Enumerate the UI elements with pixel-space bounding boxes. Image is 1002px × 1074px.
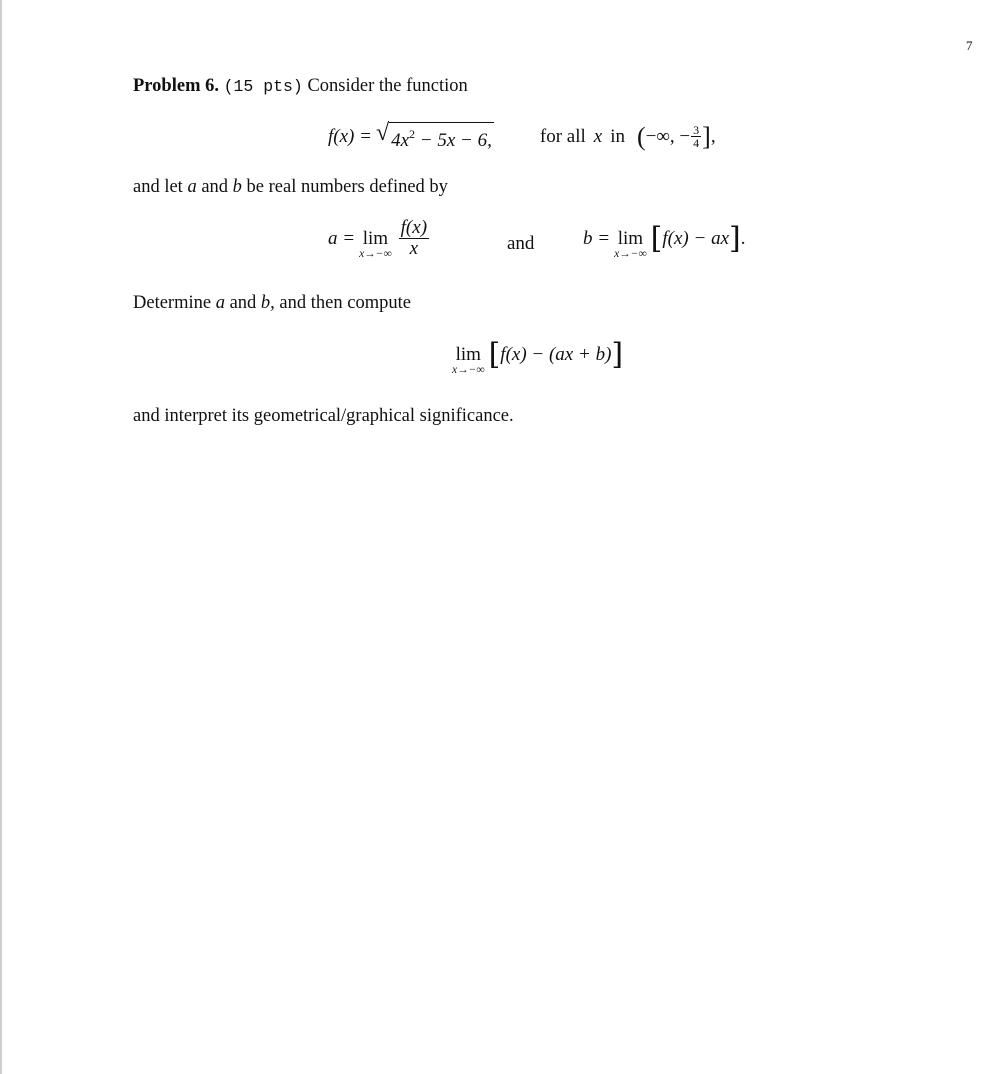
var-a: a bbox=[187, 177, 197, 197]
interval-comma: , bbox=[710, 125, 716, 147]
final-open-bracket: [ bbox=[488, 337, 501, 372]
domain-variable: x bbox=[593, 125, 603, 147]
definition-a bbox=[328, 218, 432, 259]
final-limit bbox=[448, 337, 624, 376]
problem-heading bbox=[133, 76, 468, 97]
text-line-2: and let a and b be real numbers defined by bbox=[133, 177, 448, 197]
function-lhs: f(x) = bbox=[328, 125, 372, 147]
final-body: f(x) − (ax + b) bbox=[500, 344, 612, 365]
function-definition bbox=[328, 122, 716, 151]
limit-b: lim x→−∞ bbox=[614, 228, 647, 260]
square-root bbox=[376, 122, 494, 151]
var-b: b bbox=[232, 177, 242, 197]
text-line-3: Determine a and b, and then compute bbox=[133, 293, 411, 313]
radical-sign-icon: √ bbox=[375, 120, 390, 146]
final-close-bracket: ] bbox=[611, 337, 624, 372]
interval-inner: −∞, − bbox=[645, 125, 691, 147]
b-lhs: b = bbox=[583, 228, 611, 249]
b-body: f(x) − ax bbox=[662, 228, 729, 249]
a-fraction: $\frac{f(x)}{x}$ bbox=[400, 217, 428, 259]
in-text: in bbox=[610, 125, 625, 147]
a-lhs: a = bbox=[328, 227, 356, 249]
for-all-text: for all bbox=[539, 125, 586, 147]
interval-open: ( bbox=[637, 121, 646, 151]
definition-b: b = lim x→−∞ [ f(x) − ax ] . bbox=[583, 221, 746, 260]
b-close-bracket: ] bbox=[729, 221, 741, 256]
problem-points: (15 pts) bbox=[223, 77, 303, 96]
text-line-4: and interpret its geometrical/graphical significance. bbox=[133, 406, 514, 426]
problem-intro: Consider the function bbox=[307, 76, 468, 96]
limit-final: lim x→−∞ bbox=[452, 344, 485, 376]
page-border bbox=[0, 0, 2, 1074]
interval-close: ] bbox=[702, 121, 711, 151]
problem-label: Problem 6. bbox=[133, 76, 219, 96]
limit-a: lim x→−∞ bbox=[359, 227, 392, 260]
interval-fraction: $\frac{3}{4}$ bbox=[693, 123, 700, 150]
b-open-bracket: [ bbox=[650, 221, 663, 256]
page-number: 7 bbox=[966, 38, 973, 53]
radicand: $4x^2 - 5x - 6$, bbox=[389, 122, 494, 151]
definitions-and: and bbox=[507, 233, 535, 254]
